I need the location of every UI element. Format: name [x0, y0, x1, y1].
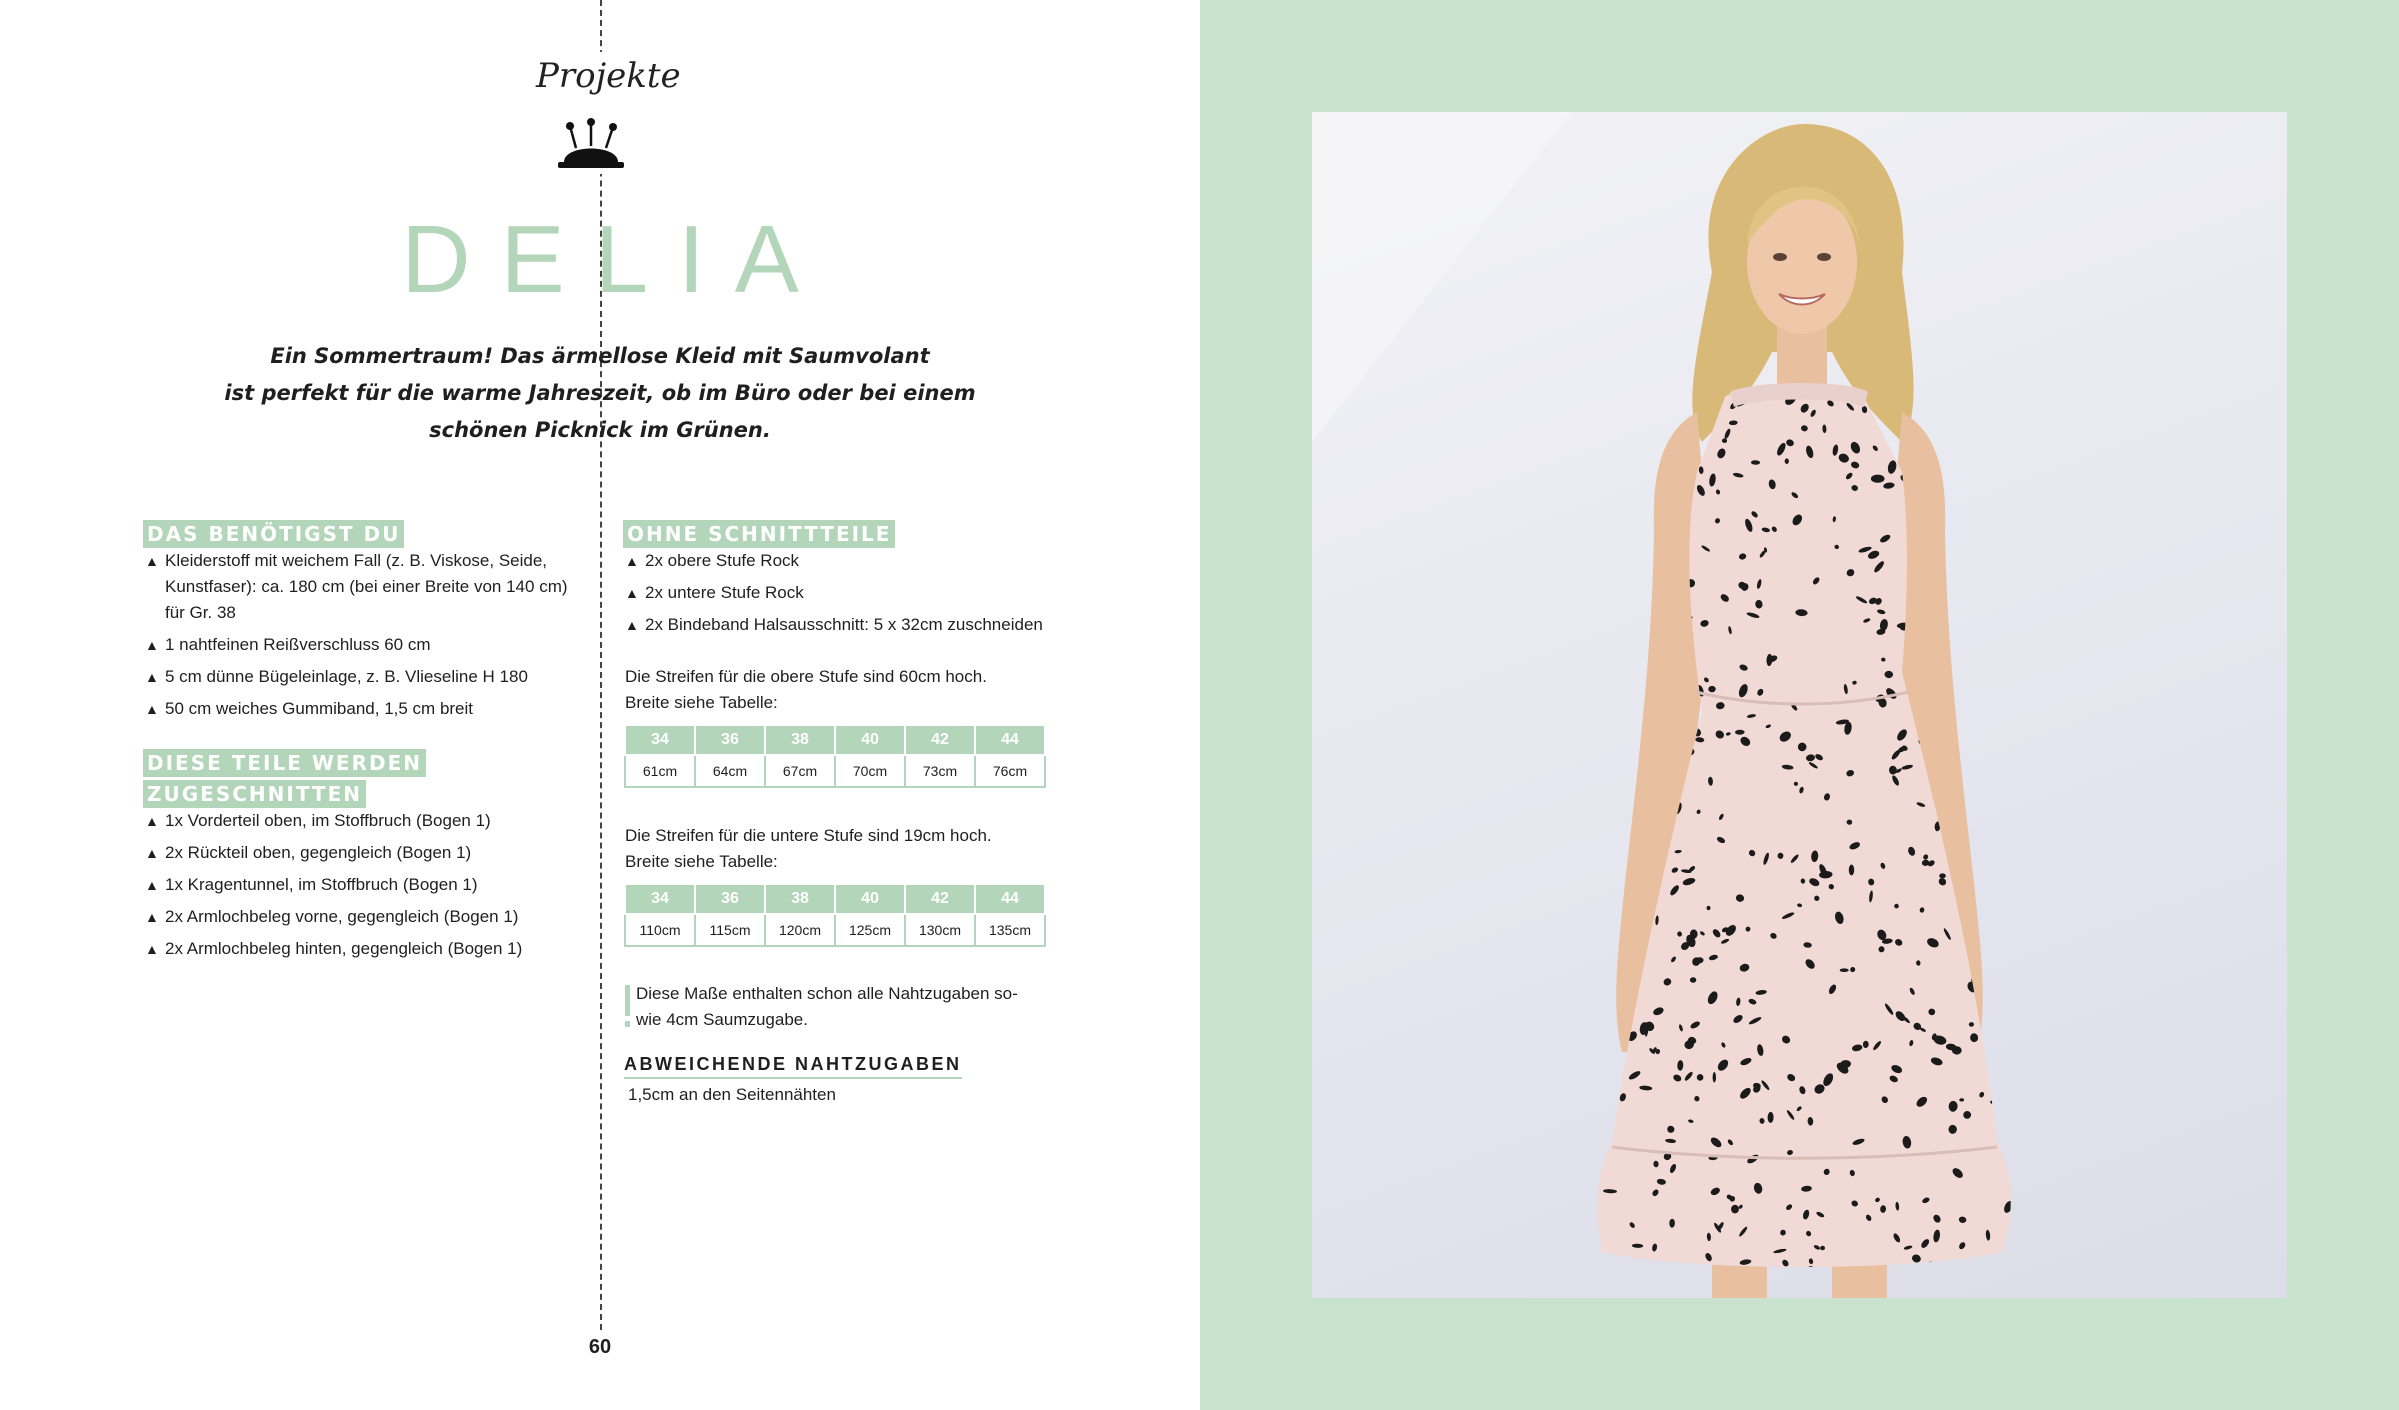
- triangle-icon: ▲: [625, 553, 639, 569]
- page-number: 60: [588, 1336, 612, 1358]
- section-tag: Projekte: [536, 56, 681, 96]
- dress-print-spot: [1849, 865, 1854, 876]
- dress-print-spot: [1967, 532, 1980, 537]
- dress-print-spot: [1956, 714, 1968, 724]
- triangle-icon: ▲: [145, 941, 159, 957]
- list-item: ▲ 50 cm weiches Gummiband, 1,5 cm breit: [143, 696, 583, 722]
- dress-print-spot: [1609, 1060, 1615, 1070]
- dress-print-spot: [2002, 1086, 2013, 1099]
- dress-print-spot: [1980, 482, 1992, 491]
- dress-print-spot: [2014, 1006, 2020, 1017]
- dress-print-spot: [1871, 475, 1885, 483]
- note-text: Diese Maße enthalten schon alle Nahtzugaben so- wie 4cm Saumzugabe.: [636, 984, 1018, 1029]
- dress-print-spot: [1952, 627, 1958, 633]
- lower-tier-table: [624, 883, 1046, 947]
- dress-print-spot: [1588, 804, 1598, 814]
- upper-tier-text: Die Streifen für die obere Stufe sind 60cm hoch. Breite siehe Tabelle:: [625, 667, 987, 712]
- dress-print-spot: [1963, 756, 1972, 764]
- dress-print-spot: [1604, 547, 1613, 559]
- dress-print-spot: [1967, 746, 1979, 757]
- dress-print-spot: [1978, 861, 1993, 874]
- dress-print-spot: [1603, 406, 1614, 421]
- dress-print-spot: [1640, 504, 1653, 515]
- triangle-icon: ▲: [625, 617, 639, 633]
- list-item: ▲ 1 nahtfeinen Reißverschluss 60 cm: [143, 632, 583, 658]
- dress-print-spot: [1620, 427, 1635, 441]
- no-pattern-list: [623, 548, 1083, 644]
- dress-print-spot: [1600, 620, 1609, 628]
- dress-print-spot: [1598, 736, 1608, 742]
- dress-print-spot: [1602, 871, 1610, 878]
- dress-print-spot: [1731, 1205, 1739, 1214]
- dress-print-spot: [2010, 1042, 2024, 1050]
- dress-print-spot: [1589, 659, 1597, 667]
- dress-print-spot: [1948, 602, 1956, 609]
- dress-print-spot: [1609, 1055, 1616, 1062]
- dress-print-spot: [1978, 699, 1986, 705]
- dress-print-spot: [1994, 669, 2006, 682]
- triangle-icon: ▲: [145, 845, 159, 861]
- dress-print-spot: [1974, 651, 1987, 658]
- dress-print-spot: [1974, 869, 1985, 881]
- dress-print-spot: [1967, 762, 1972, 767]
- dress-print-spot: [1939, 873, 1946, 878]
- dress-print-spot: [1591, 1103, 1603, 1113]
- dress-print-spot: [1989, 1056, 1998, 1066]
- dress-print-spot: [1985, 405, 2000, 419]
- list-item: ▲ 2x Rückteil oben, gegengleich (Bogen 1): [143, 840, 583, 866]
- dress-print-spot: [1979, 500, 1985, 509]
- dress-print-spot: [1993, 458, 2001, 464]
- dress-print-spot: [1956, 636, 1966, 644]
- dress-print-spot: [1637, 533, 1650, 541]
- dress-print-spot: [1596, 1264, 1604, 1269]
- triangle-icon: ▲: [145, 701, 159, 717]
- lower-tier-text: Die Streifen für die untere Stufe sind 19cm hoch. Breite siehe Tabelle:: [625, 826, 992, 871]
- dress-print-spot: [1984, 948, 1990, 962]
- dashed-divider: [600, 0, 602, 1330]
- dress-print-spot: [2011, 756, 2026, 768]
- intro-line: ist perfekt für die warme Jahreszeit, ob im Büro oder bei einem: [224, 381, 976, 405]
- dress-print-spot: [1633, 487, 1643, 498]
- dress-print-spot: [1594, 854, 1609, 867]
- dress-print-spot: [1601, 946, 1609, 959]
- cut-parts-list: [143, 808, 583, 968]
- dress-print-spot: [1988, 832, 2000, 844]
- dress-print-spot: [2010, 407, 2021, 422]
- dress-print-spot: [1639, 536, 1654, 552]
- list-item: ▲ 2x untere Stufe Rock: [623, 580, 1083, 606]
- dress-print-spot: [1994, 1092, 2003, 1100]
- dress-print-spot: [2009, 537, 2019, 546]
- dress-print-spot: [2012, 748, 2020, 761]
- dress-print-spot: [1785, 458, 1789, 464]
- dress-print-spot: [1610, 384, 1624, 395]
- dress-print-spot: [1999, 667, 2006, 676]
- dress-print-spot: [2002, 384, 2012, 394]
- dress-print-spot: [1617, 1259, 1623, 1265]
- dress-print-spot: [1633, 492, 1644, 505]
- dress-print-spot: [1947, 539, 1954, 548]
- pincushion-icon: [556, 118, 626, 172]
- list-item: ▲ 2x Armlochbeleg vorne, gegengleich (Bogen 1): [143, 904, 583, 930]
- table-row: 110cm 115cm 120cm 125cm 130cm 135cm: [625, 914, 1045, 946]
- table-row: 61cm 64cm 67cm 70cm 73cm 76cm: [625, 755, 1045, 787]
- intro-line: Ein Sommertraum! Das ärmellose Kleid mit Saumvolant: [270, 344, 930, 368]
- dress-print-spot: [1984, 528, 1991, 535]
- upper-tier-table: [624, 724, 1046, 788]
- list-item: ▲ 1x Vorderteil oben, im Stoffbruch (Bogen 1): [143, 808, 583, 834]
- dress-print-spot: [1713, 1072, 1716, 1083]
- seam-heading: ABWEICHENDE NAHTZUGABEN: [624, 1054, 962, 1079]
- dress-print-spot: [1948, 403, 1958, 413]
- dress-print-spot: [1979, 853, 1987, 866]
- dress-print-spot: [1660, 377, 1666, 388]
- dress-print-spot: [1602, 574, 1608, 588]
- intro-text: [220, 338, 980, 449]
- dress-print-spot: [2011, 613, 2020, 622]
- list-item: ▲ 5 cm dünne Bügeleinlage, z. B. Vlieseline H 180: [143, 664, 583, 690]
- dress-print-spot: [1966, 527, 1970, 535]
- triangle-icon: ▲: [145, 909, 159, 925]
- dress-print-spot: [1612, 813, 1620, 826]
- dress-print-spot: [1634, 739, 1641, 745]
- dress-print-spot: [1947, 580, 1958, 591]
- no-pattern-heading: OHNE SCHNITTTEILE: [623, 520, 895, 551]
- materials-heading: DAS BENÖTIGST DU: [143, 520, 404, 551]
- dress-print-spot: [1625, 440, 1631, 445]
- dress-print-spot: [1974, 885, 1978, 890]
- dress-print-spot: [2001, 471, 2010, 480]
- dress-print-spot: [1983, 778, 1997, 787]
- dress-print-spot: [2009, 933, 2016, 938]
- dress-print-spot: [1660, 420, 1676, 433]
- dress-print-spot: [1603, 987, 1618, 994]
- dress-print-spot: [1949, 451, 1955, 457]
- dress-print-spot: [1625, 751, 1632, 759]
- dress-print-spot: [1603, 487, 1616, 499]
- dress-print-spot: [2019, 392, 2024, 397]
- dress-print-spot: [1624, 502, 1636, 514]
- dress-print-spot: [2002, 588, 2012, 596]
- dress-print-spot: [1613, 606, 1620, 616]
- dress-print-spot: [1627, 787, 1633, 794]
- triangle-icon: ▲: [145, 877, 159, 893]
- dress-print-spot: [1968, 821, 1975, 827]
- dress-print-spot: [2001, 1014, 2010, 1023]
- list-item: ▲ 2x Armlochbeleg hinten, gegengleich (Bogen 1): [143, 936, 583, 962]
- dress-print-spot: [1970, 686, 1977, 691]
- dress-print-spot: [1629, 497, 1636, 505]
- list-item: ▲ 2x obere Stufe Rock: [623, 548, 1083, 574]
- note-marker-dot: [625, 1016, 630, 1021]
- triangle-icon: ▲: [145, 669, 159, 685]
- model-illustration: [1312, 112, 2287, 1298]
- dress-print-spot: [1985, 839, 1993, 848]
- dress-print-spot: [2007, 873, 2016, 880]
- dress-print-spot: [1794, 782, 1798, 786]
- materials-list: [143, 548, 583, 728]
- dress-print-spot: [1642, 536, 1655, 551]
- dress-print-spot: [1996, 940, 2001, 945]
- dress-print-spot: [1624, 488, 1636, 493]
- list-item: ▲ Kleiderstoff mit weichem Fall (z. B. Viskose, Seide, Kunstfaser): ca. 180 cm (bei einer Breite von 140 cm) für Gr. 38: [143, 548, 583, 626]
- intro-line: schönen Picknick im Grünen.: [429, 418, 771, 442]
- dress-print-spot: [2010, 383, 2015, 390]
- dress-print-spot: [1927, 390, 1940, 401]
- dress-print-spot: [1588, 1051, 1601, 1064]
- dress-print-spot: [1937, 427, 1945, 439]
- dress-print-spot: [1590, 698, 1601, 706]
- dress-print-spot: [1632, 391, 1641, 400]
- triangle-icon: ▲: [625, 585, 639, 601]
- dress-photo: [1312, 112, 2287, 1298]
- list-item: ▲ 1x Kragentunnel, im Stoffbruch (Bogen 1): [143, 872, 583, 898]
- dress-print-spot: [1625, 650, 1634, 658]
- dress-print-spot: [1968, 797, 1976, 805]
- dress-print-spot: [1982, 1011, 1996, 1018]
- dress-print-spot: [1626, 419, 1636, 429]
- dress-print-spot: [1994, 584, 2002, 597]
- dress-print-spot: [1594, 1043, 1602, 1052]
- dress-print-spot: [1639, 548, 1647, 555]
- dress-print-spot: [1643, 389, 1647, 401]
- dress-print-spot: [2001, 597, 2012, 612]
- dress-print-spot: [2014, 1115, 2023, 1125]
- table-row: 34 36 38 40 42 44: [625, 884, 1045, 914]
- dress-print-spot: [1840, 968, 1849, 972]
- triangle-icon: ▲: [145, 637, 159, 653]
- dress-print-spot: [1993, 514, 2000, 518]
- dress-print-spot: [1981, 826, 1991, 838]
- dress-print-spot: [2014, 964, 2022, 973]
- dress-print-spot: [1595, 526, 1606, 536]
- dress-print-spot: [1962, 621, 1970, 630]
- triangle-icon: ▲: [145, 553, 159, 569]
- dress-print-spot: [1613, 825, 1618, 831]
- triangle-icon: ▲: [145, 813, 159, 829]
- dress-print-spot: [1994, 645, 2007, 659]
- cut-parts-heading: DIESE TEILE WERDEN ZUGESCHNITTEN: [143, 749, 426, 811]
- dress-print-spot: [1644, 556, 1653, 566]
- list-item: ▲ 2x Bindeband Halsausschnitt: 5 x 32cm zuschneiden: [623, 612, 1083, 638]
- dress-print-spot: [1960, 764, 1968, 771]
- dress-print-spot: [1624, 712, 1634, 717]
- page-title: DELIA: [401, 206, 829, 313]
- dress-print-spot: [1605, 856, 1608, 866]
- table-row: 34 36 38 40 42 44: [625, 725, 1045, 755]
- dress-print-spot: [1594, 493, 1603, 502]
- seam-text: 1,5cm an den Seitennähten: [628, 1085, 836, 1104]
- dress-print-spot: [2014, 781, 2022, 794]
- dress-print-spot: [2017, 574, 2026, 582]
- dress-print-spot: [1600, 821, 1609, 828]
- dress-print-spot: [1599, 403, 1612, 415]
- dress-print-spot: [1954, 684, 1966, 699]
- dress-print-spot: [1620, 576, 1626, 582]
